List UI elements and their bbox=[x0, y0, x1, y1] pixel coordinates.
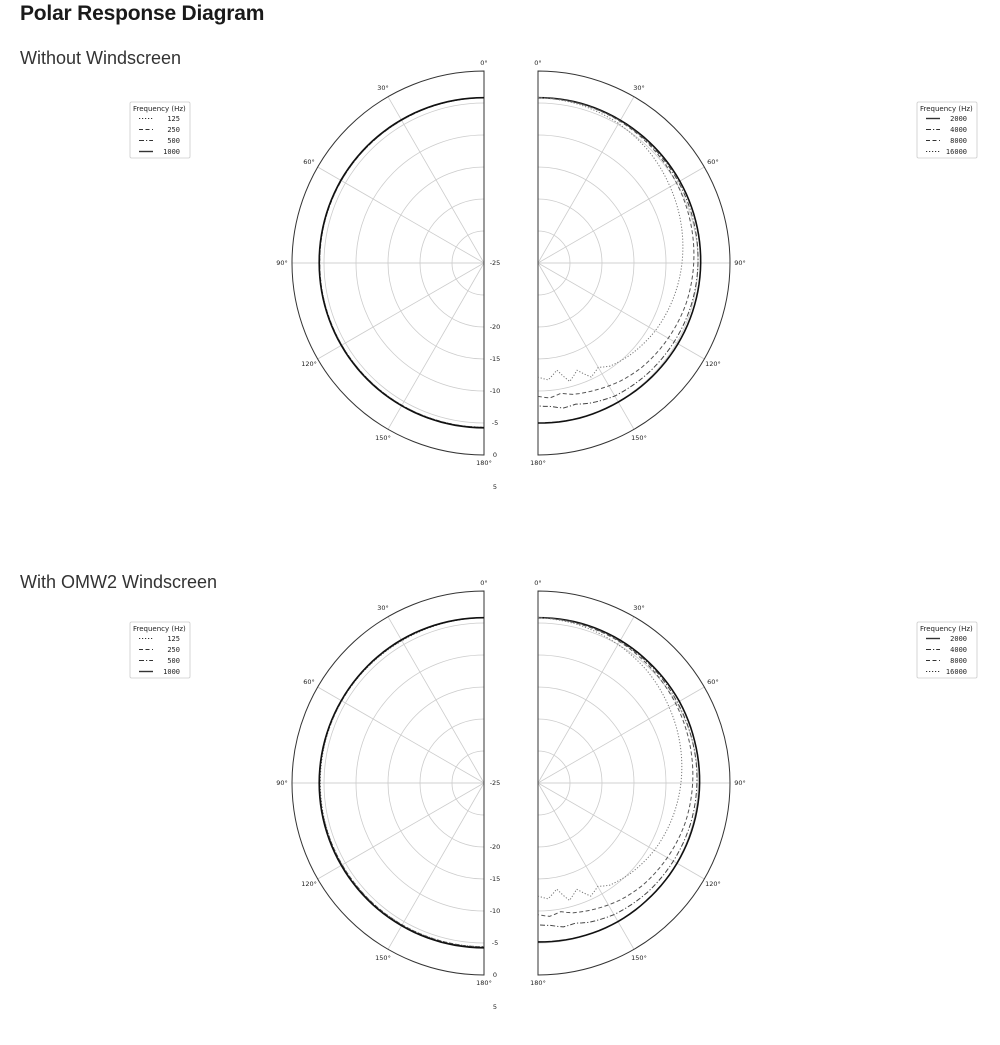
legend-entry-label: 16000 bbox=[945, 668, 967, 676]
radial-tick-label: -20 bbox=[489, 843, 501, 851]
polar-half-left bbox=[276, 59, 500, 491]
angle-tick-label: 60° bbox=[707, 158, 719, 166]
radial-tick-label: -20 bbox=[489, 323, 501, 331]
angle-tick-label: 30° bbox=[377, 84, 389, 93]
section-title-without-windscreen: Without Windscreen bbox=[20, 48, 182, 68]
legend-entry-label: 1000 bbox=[163, 668, 180, 676]
angle-tick-label: 60° bbox=[303, 158, 315, 166]
angle-tick-label: 30° bbox=[633, 604, 645, 613]
polar-half-right bbox=[530, 59, 746, 467]
angle-tick-label: 180° bbox=[476, 979, 492, 987]
angle-tick-label: 120° bbox=[705, 880, 721, 888]
angular-gridline bbox=[318, 687, 484, 783]
legend-entry-label: 2000 bbox=[950, 115, 967, 123]
radial-tick-label: -15 bbox=[489, 875, 501, 883]
radial-tick-label: 5 bbox=[492, 1003, 498, 1011]
polar-chart-without-windscreen bbox=[0, 55, 1000, 525]
angular-gridline bbox=[388, 263, 484, 429]
angle-tick-label: 90° bbox=[276, 259, 288, 267]
radial-tick-label: -10 bbox=[489, 907, 501, 915]
angle-tick-label: 120° bbox=[301, 880, 317, 888]
angle-tick-label: 0° bbox=[534, 59, 542, 67]
angle-tick-label: 150° bbox=[631, 433, 647, 442]
angular-gridline bbox=[318, 783, 484, 879]
angular-gridline bbox=[538, 783, 704, 879]
legend-title: Frequency (Hz) bbox=[133, 105, 186, 113]
radial-tick-label: -15 bbox=[489, 355, 501, 363]
angle-tick-label: 0° bbox=[480, 59, 488, 67]
legend-entry-label: 250 bbox=[167, 646, 180, 654]
radial-tick-label: -5 bbox=[491, 419, 499, 427]
page-title: Polar Response Diagram bbox=[20, 2, 265, 25]
angular-gridline bbox=[388, 783, 484, 949]
angular-gridline bbox=[538, 263, 634, 429]
angle-tick-label: 90° bbox=[734, 779, 746, 787]
series-line-8000 bbox=[538, 618, 693, 917]
angle-tick-label: 60° bbox=[707, 678, 719, 686]
series-line-125 bbox=[320, 618, 484, 947]
angle-tick-label: 30° bbox=[633, 84, 645, 93]
radial-tick-label: 5 bbox=[492, 483, 498, 491]
legend-entry-label: 8000 bbox=[950, 137, 967, 145]
series-line-125 bbox=[320, 98, 484, 428]
angle-tick-label: 90° bbox=[734, 259, 746, 267]
legend-entry-label: 4000 bbox=[950, 126, 967, 134]
angle-tick-label: 180° bbox=[476, 459, 492, 467]
legend-entry-label: 125 bbox=[167, 115, 180, 123]
angle-tick-label: 0° bbox=[534, 579, 542, 587]
series-line-250 bbox=[320, 618, 484, 947]
legend-entry-label: 500 bbox=[167, 657, 180, 665]
legend-entry-label: 125 bbox=[167, 635, 180, 643]
legend-title: Frequency (Hz) bbox=[920, 105, 973, 113]
angle-tick-label: 180° bbox=[530, 979, 546, 987]
series-line-2000 bbox=[538, 618, 700, 942]
legend-entry-label: 1000 bbox=[163, 148, 180, 156]
legend-entry-label: 8000 bbox=[950, 657, 967, 665]
legend bbox=[917, 622, 977, 678]
radial-tick-label: 0 bbox=[492, 971, 498, 979]
radial-tick-label: -5 bbox=[491, 939, 499, 947]
angle-tick-label: 120° bbox=[705, 360, 721, 368]
angular-gridline bbox=[388, 97, 484, 263]
angle-tick-label: 120° bbox=[301, 360, 317, 368]
series-line-2000 bbox=[538, 98, 701, 423]
legend-entry-label: 2000 bbox=[950, 635, 967, 643]
radial-tick-label: -25 bbox=[489, 259, 501, 267]
radial-tick-label: -10 bbox=[489, 387, 501, 395]
legend-title: Frequency (Hz) bbox=[920, 625, 973, 633]
legend bbox=[130, 102, 190, 158]
legend bbox=[130, 622, 190, 678]
polar-chart-with-windscreen bbox=[0, 575, 1000, 1045]
polar-half-right bbox=[530, 579, 746, 987]
legend bbox=[917, 102, 977, 158]
section-title-with-windscreen: With OMW2 Windscreen bbox=[20, 572, 218, 592]
angle-tick-label: 30° bbox=[377, 604, 389, 613]
legend-entry-label: 250 bbox=[167, 126, 180, 134]
angular-gridline bbox=[538, 97, 634, 263]
angular-gridline bbox=[388, 617, 484, 783]
polar-half-left bbox=[276, 579, 500, 1011]
angular-gridline bbox=[538, 783, 634, 949]
series-line-4000 bbox=[538, 618, 697, 927]
series-line-500 bbox=[319, 98, 484, 428]
angle-tick-label: 60° bbox=[303, 678, 315, 686]
angle-tick-label: 150° bbox=[375, 953, 391, 962]
legend-entry-label: 4000 bbox=[950, 646, 967, 654]
legend-entry-label: 16000 bbox=[945, 148, 967, 156]
legend-title: Frequency (Hz) bbox=[133, 625, 186, 633]
series-line-250 bbox=[320, 98, 484, 428]
legend-entry-label: 500 bbox=[167, 137, 180, 145]
angle-tick-label: 150° bbox=[375, 433, 391, 442]
angle-tick-label: 90° bbox=[276, 779, 288, 787]
angle-tick-label: 0° bbox=[480, 579, 488, 587]
angle-tick-label: 150° bbox=[631, 953, 647, 962]
series-line-4000 bbox=[538, 98, 698, 408]
radial-tick-label: -25 bbox=[489, 779, 501, 787]
series-line-500 bbox=[320, 618, 484, 948]
radial-tick-label: 0 bbox=[492, 451, 498, 459]
angle-tick-label: 180° bbox=[530, 459, 546, 467]
angular-gridline bbox=[318, 263, 484, 359]
angular-gridline bbox=[318, 167, 484, 263]
